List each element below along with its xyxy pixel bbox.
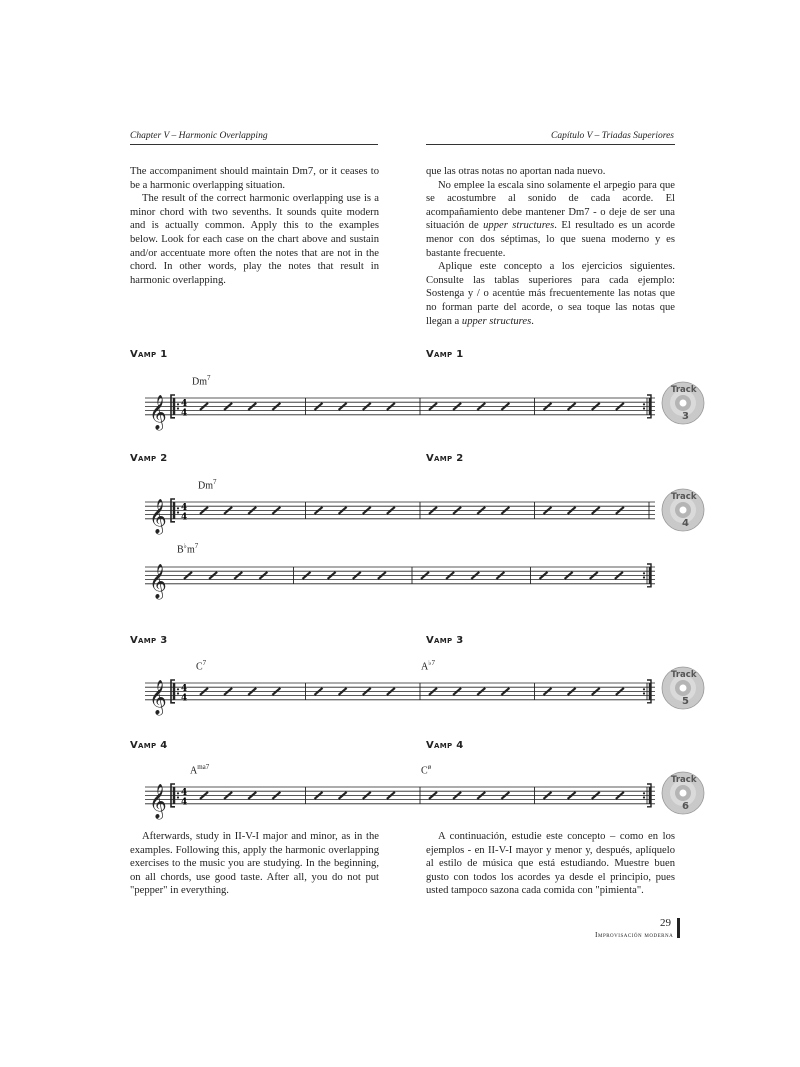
repeat-dot	[643, 688, 645, 690]
vamp-4-label-en: Vamp 4	[130, 740, 168, 751]
en-paragraph-1: The accompaniment should maintain Dm7, or it ceases to be a harmonic overlapping situation.	[130, 166, 379, 191]
es-paragraph-1: que las otras notas no aportan nada nuevo.	[426, 166, 606, 177]
repeat-dot	[643, 407, 645, 409]
en-paragraph-2: The result of the correct harmonic overlapping use is a minor chord with two sevenths. It sounds quite modern and is actually common. Apply this to the examples below. Look for each case on the chart above and sustain and/or accentuate more often the notes that are not in the chord. In other words, play the notes that result in harmonic overlapping.	[130, 193, 379, 286]
cd-track-3-icon	[661, 381, 705, 425]
footer-bar	[677, 918, 680, 938]
staff-vamp-2-line-1	[145, 490, 665, 536]
repeat-dot	[643, 796, 645, 798]
vamp-3-label-en: Vamp 3	[130, 635, 168, 646]
es-paragraph-2: No emplee la escala sino solamente el arpegio para que se acostumbre al sonido de cada acorde. El acompañamiento debe mantener Dm7 - o deje de ser una situación de upper structures. El resultado es un acorde menor con dos séptimas, lo que suena moderno y es bastante frecuente.	[426, 179, 675, 259]
cd-track-6-icon	[661, 771, 705, 815]
repeat-dot	[643, 792, 645, 794]
repeat-dot	[177, 796, 179, 798]
chord-v3-c7: $C^7$	[196, 659, 207, 673]
header-left: Chapter V – Harmonic Overlapping	[130, 131, 268, 141]
en-bottom-paragraph: Afterwards, study in II-V-I major and minor, as in the examples. Following this, apply the harmonic overlapping exercises to the music you are studying. In the beginning, on all chords, use good taste. After all, you do not put "pepper" in everything.	[130, 831, 379, 897]
vamp-3-label-es: Vamp 3	[426, 635, 464, 646]
repeat-dot	[643, 403, 645, 405]
cd-track-label: Track	[671, 492, 697, 502]
vamp-1-label-es: Vamp 1	[426, 349, 464, 360]
time-signature-top: 4	[181, 787, 188, 798]
chord-v4-ama7: $A^{ma7}$	[190, 763, 210, 777]
vamp-1-label-en: Vamp 1	[130, 349, 168, 360]
chord-v1-dm7: Dm$^7$	[192, 374, 211, 388]
top-text-english	[130, 165, 379, 287]
repeat-dot	[177, 792, 179, 794]
repeat-dot	[643, 692, 645, 694]
cd-track-number: 6	[682, 801, 689, 812]
cd-track-number: 3	[682, 411, 689, 422]
time-signature-bottom: 4	[181, 408, 188, 419]
time-signature-top: 4	[181, 398, 188, 409]
staff-vamp-1	[145, 386, 665, 432]
cd-track-label: Track	[671, 775, 697, 785]
treble-clef-icon: 𝄞	[149, 394, 167, 430]
repeat-dot	[177, 688, 179, 690]
repeat-dot	[177, 407, 179, 409]
staff-vamp-3	[145, 671, 665, 717]
chord-v2-bbm7: $B^♭m^7$	[177, 542, 199, 556]
time-signature-bottom: 4	[181, 512, 188, 523]
cd-track-number: 5	[682, 696, 689, 707]
page-number: 29	[660, 917, 671, 929]
treble-clef-icon: 𝄞	[149, 563, 167, 599]
bottom-text-english	[130, 830, 379, 898]
treble-clef-icon: 𝄞	[149, 679, 167, 715]
vamp-2-label-en: Vamp 2	[130, 453, 168, 464]
staff-vamp-4	[145, 775, 665, 821]
es-bottom-paragraph: A continuación, estudie este concepto – como en los ejemplos - en II-V-I mayor y menor y, después, aplíquelo al estilo de música que está estudiando. Muestre buen gusto con todos los acordes ya desde el principio, pues usted tampoco sazona cada comida con "pimienta".	[426, 831, 675, 897]
bottom-text-spanish	[426, 830, 675, 898]
header-right: Capítulo V – Triadas Superiores	[551, 131, 674, 141]
cd-track-5-icon	[661, 666, 705, 710]
repeat-dot	[177, 511, 179, 513]
chord-v3-ab7: $A^{♭7}$	[421, 659, 436, 673]
chord-v4-cdim: $C^ø$	[421, 763, 432, 777]
staff-vamp-2-line-2	[145, 555, 665, 601]
header-right-rule	[426, 144, 675, 145]
repeat-dot	[177, 403, 179, 405]
header-left-rule	[130, 144, 378, 145]
time-signature-top: 4	[181, 683, 188, 694]
repeat-dot	[177, 692, 179, 694]
treble-clef-icon: 𝄞	[149, 498, 167, 534]
repeat-dot	[643, 572, 645, 574]
cd-track-label: Track	[671, 670, 697, 680]
cd-track-number: 4	[682, 518, 689, 529]
vamp-2-label-es: Vamp 2	[426, 453, 464, 464]
chord-v2-dm7: Dm$^7$	[198, 478, 217, 492]
treble-clef-icon: 𝄞	[149, 783, 167, 819]
cd-track-label: Track	[671, 385, 697, 395]
time-signature-bottom: 4	[181, 797, 188, 808]
repeat-dot	[177, 507, 179, 509]
repeat-dot	[643, 576, 645, 578]
cd-track-4-icon	[661, 488, 705, 532]
vamp-4-label-es: Vamp 4	[426, 740, 464, 751]
top-text-spanish	[426, 165, 675, 328]
es-paragraph-3: Aplique este concepto a los ejercicios siguientes. Consulte las tablas superiores para cada ejemplo: Sostenga y / o acentúe más frecuentemente las notas que no forman parte del acorde, o sea toque las notas que llegan a upper structures.	[426, 261, 675, 327]
time-signature-bottom: 4	[181, 693, 188, 704]
time-signature-top: 4	[181, 502, 188, 513]
book-title: Improvisación moderna	[595, 930, 674, 939]
